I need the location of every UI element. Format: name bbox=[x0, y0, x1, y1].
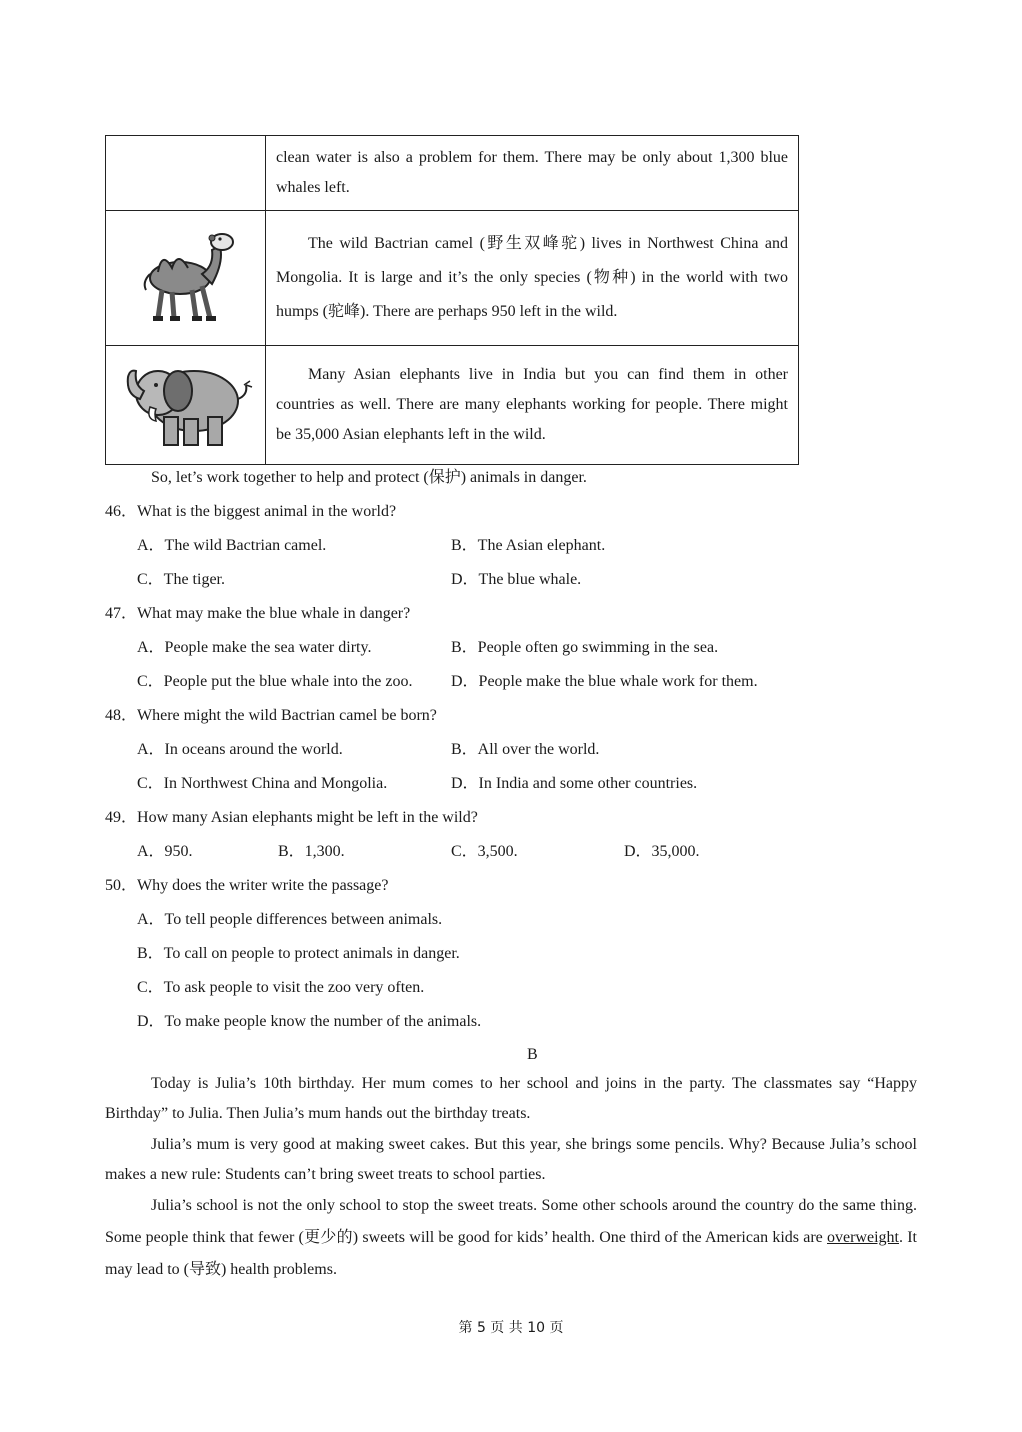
closing-sentence: So, let’s work together to help and protect (保护) animals in danger. bbox=[151, 469, 587, 486]
option-49-d: D．35,000. bbox=[624, 843, 700, 860]
question-number: 50． bbox=[105, 877, 138, 894]
paragraph-3-text: Julia’s school is not the only school to stop the sweet treats. Some other schools around the country do the same thing. Some people think that fewer (更少的) sweets will be good for kids’ health. One third of the American kids are bbox=[105, 1197, 917, 1246]
elephant-illustration bbox=[116, 355, 256, 451]
question-text: How many Asian elephants might be left in the wild? bbox=[137, 809, 478, 826]
option-46-a: A．The wild Bactrian camel. bbox=[137, 537, 327, 554]
paragraph-2: Julia’s mum is very good at making sweet cakes. But this year, she brings some pencils. Why? Because Julia’s school makes a new rule: Students can’t bring sweet treats to school parties. bbox=[105, 1136, 917, 1183]
paragraph-3 bbox=[105, 1190, 917, 1286]
question-number: 46． bbox=[105, 503, 138, 520]
question-text: What may make the blue whale in danger? bbox=[137, 605, 411, 622]
option-46-b: B．The Asian elephant. bbox=[451, 537, 606, 554]
option-49-c: C．3,500. bbox=[451, 843, 518, 860]
option-48-c: C．In Northwest China and Mongolia. bbox=[137, 775, 388, 792]
question-number: 49． bbox=[105, 809, 138, 826]
whale-text: clean water is also a problem for them. There may be only about 1,300 blue whales left. bbox=[266, 136, 799, 211]
table-row-whale bbox=[106, 136, 799, 211]
question-number: 48． bbox=[105, 707, 138, 724]
camel-text bbox=[266, 211, 799, 346]
elephant-paragraph: Many Asian elephants live in India but you can find them in other countries as well. There are many elephants working for people. There might be 35,000 Asian elephants left in the wild. bbox=[276, 366, 788, 443]
underlined-word: overweight bbox=[827, 1229, 899, 1246]
option-50-b: B．To call on people to protect animals in danger. bbox=[137, 945, 460, 962]
option-48-d: D．In India and some other countries. bbox=[451, 775, 698, 792]
table-row-elephant bbox=[106, 346, 799, 465]
page-footer: 第 5 页 共 10 页 bbox=[458, 1320, 564, 1336]
option-47-d: D．People make the blue whale work for them. bbox=[451, 673, 758, 690]
section-heading: B bbox=[527, 1046, 538, 1063]
option-49-b: B．1,300. bbox=[278, 843, 345, 860]
question-47 bbox=[105, 604, 410, 624]
question-text: What is the biggest animal in the world? bbox=[137, 503, 397, 520]
elephant-text bbox=[266, 346, 799, 465]
option-47-b: B．People often go swimming in the sea. bbox=[451, 639, 719, 656]
question-number: 47． bbox=[105, 605, 138, 622]
option-50-a: A．To tell people differences between animals. bbox=[137, 911, 443, 928]
whale-image-cell bbox=[106, 136, 266, 211]
option-48-b: B．All over the world. bbox=[451, 741, 600, 758]
question-46 bbox=[105, 502, 396, 522]
camel-illustration bbox=[136, 228, 236, 324]
animal-info-table bbox=[105, 135, 799, 465]
option-47-a: A．People make the sea water dirty. bbox=[137, 639, 372, 656]
camel-paragraph: The wild Bactrian camel (野生双峰驼) lives in Northwest China and Mongolia. It is large and it’s the only species (物种) in the world with two humps (驼峰). There are perhaps 950 left in the wild. bbox=[276, 235, 788, 320]
option-50-c: C．To ask people to visit the zoo very often. bbox=[137, 979, 425, 996]
table-row-camel bbox=[106, 211, 799, 346]
option-48-a: A．In oceans around the world. bbox=[137, 741, 343, 758]
question-49 bbox=[105, 808, 478, 828]
question-text: Where might the wild Bactrian camel be born? bbox=[137, 707, 437, 724]
option-46-c: C．The tiger. bbox=[137, 571, 225, 588]
question-48 bbox=[105, 706, 437, 726]
option-47-c: C．People put the blue whale into the zoo. bbox=[137, 673, 413, 690]
question-50 bbox=[105, 876, 388, 896]
question-text: Why does the writer write the passage? bbox=[137, 877, 389, 894]
option-46-d: D．The blue whale. bbox=[451, 571, 582, 588]
camel-image-cell bbox=[106, 211, 266, 346]
option-49-a: A．950. bbox=[137, 843, 193, 860]
paragraph-1: Today is Julia’s 10th birthday. Her mum comes to her school and joins in the party. The classmates say “Happy Birthday” to Julia. Then Julia’s mum hands out the birthday treats. bbox=[105, 1075, 917, 1122]
elephant-image-cell bbox=[106, 346, 266, 465]
option-50-d: D．To make people know the number of the animals. bbox=[137, 1013, 482, 1030]
paragraph-3-end: . It may lead to (导致) health problems. bbox=[105, 1229, 917, 1278]
